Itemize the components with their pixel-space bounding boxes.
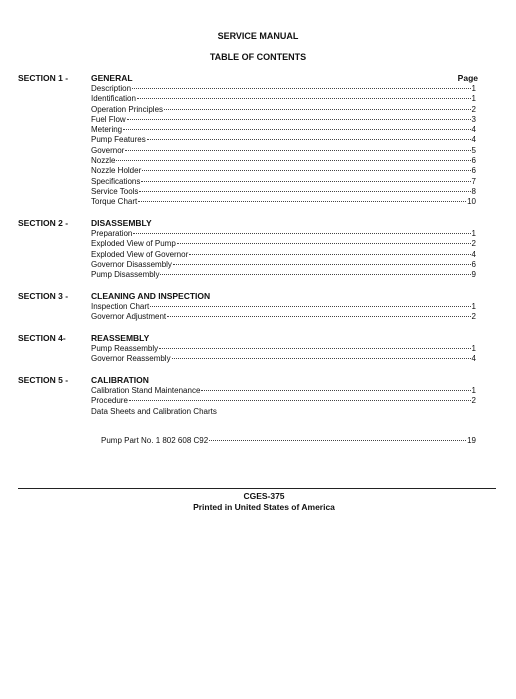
toc-entry-list bbox=[91, 229, 476, 280]
toc-entry-title: Torque Chart bbox=[91, 197, 138, 207]
toc-entry bbox=[91, 260, 476, 270]
toc-entry-page: 5 bbox=[471, 145, 476, 155]
toc-entry-page: 1 bbox=[471, 344, 476, 353]
dot-leader bbox=[142, 170, 470, 171]
toc-entry-title: Operation Principles bbox=[91, 104, 164, 114]
part-number-line bbox=[101, 436, 476, 445]
dot-leader bbox=[173, 264, 471, 265]
dot-leader bbox=[177, 243, 471, 244]
dot-leader bbox=[133, 233, 470, 234]
toc-entry-page: 1 bbox=[471, 229, 476, 238]
toc-entry-title: Procedure bbox=[91, 396, 128, 406]
section-heading: CLEANING AND INSPECTION bbox=[91, 291, 211, 301]
toc-entry-title: Identification bbox=[91, 94, 136, 104]
toc-entry-title: Governor bbox=[91, 145, 125, 155]
toc-entry bbox=[91, 177, 476, 187]
toc-entry-title: Governor Adjustment bbox=[91, 312, 167, 322]
toc-entry-title: Inspection Chart bbox=[91, 302, 150, 311]
dot-leader bbox=[138, 201, 466, 202]
part-number-page: 19 bbox=[467, 436, 476, 445]
section-label: SECTION 2 - bbox=[18, 218, 69, 228]
dot-leader bbox=[209, 440, 466, 441]
toc-entry bbox=[91, 386, 476, 396]
footer-divider bbox=[18, 488, 496, 489]
toc-entry-page: 1 bbox=[471, 94, 476, 104]
dot-leader bbox=[167, 316, 470, 317]
part-number-text: Pump Part No. 1 802 608 C92 bbox=[101, 436, 209, 445]
section-label: SECTION 5 - bbox=[18, 375, 69, 385]
dot-leader bbox=[160, 274, 470, 275]
toc-entry-title: Fuel Flow bbox=[91, 114, 126, 124]
toc-entry bbox=[91, 94, 476, 104]
toc-entry-page: 4 bbox=[471, 354, 476, 364]
toc-entry-title: Calibration Stand Maintenance bbox=[91, 386, 201, 395]
toc-entry-title: Pump Disassembly bbox=[91, 270, 160, 280]
toc-entry-list bbox=[91, 344, 476, 365]
toc-entry bbox=[91, 156, 476, 166]
dot-leader bbox=[137, 98, 471, 99]
page-column-heading: Page bbox=[457, 73, 478, 83]
toc-entry bbox=[91, 229, 476, 239]
toc-entry-title: Governor Reassembly bbox=[91, 354, 171, 364]
toc-entry-title: Specifications bbox=[91, 176, 141, 186]
toc-entry-page: 3 bbox=[471, 114, 476, 124]
toc-entry-page: 6 bbox=[471, 259, 476, 269]
dot-leader bbox=[141, 181, 470, 182]
toc-entry-title: Pump Reassembly bbox=[91, 344, 159, 353]
toc-entry-title: Governor Disassembly bbox=[91, 259, 172, 269]
dot-leader bbox=[189, 254, 470, 255]
toc-entry bbox=[91, 84, 476, 94]
toc-entry-title: Service Tools bbox=[91, 186, 139, 196]
document-title: SERVICE MANUAL bbox=[217, 31, 299, 41]
toc-entry bbox=[91, 250, 476, 260]
toc-entry-list bbox=[91, 302, 476, 323]
toc-entry-page: 1 bbox=[471, 84, 476, 93]
toc-entry-page: 4 bbox=[471, 249, 476, 259]
toc-entry-page: 9 bbox=[471, 270, 476, 280]
toc-entry bbox=[91, 146, 476, 156]
section-label: SECTION 3 - bbox=[18, 291, 69, 301]
section-heading: GENERAL bbox=[91, 73, 133, 83]
toc-entry-title: Nozzle Holder bbox=[91, 166, 142, 176]
dot-leader bbox=[129, 400, 471, 401]
toc-entry-title: Exploded View of Governor bbox=[91, 249, 189, 259]
toc-entry-title: Metering bbox=[91, 125, 123, 135]
dot-leader bbox=[201, 390, 470, 391]
toc-entry-page: 2 bbox=[471, 104, 476, 114]
toc-entry bbox=[91, 135, 476, 145]
toc-entry-page: 6 bbox=[471, 166, 476, 176]
document-code: CGES-375 bbox=[243, 491, 285, 501]
toc-entry-page: 6 bbox=[471, 156, 476, 166]
toc-title: TABLE OF CONTENTS bbox=[209, 52, 307, 62]
section-label: SECTION 1 - bbox=[18, 73, 69, 83]
toc-entry bbox=[91, 302, 476, 312]
dot-leader bbox=[127, 119, 471, 120]
toc-entry bbox=[91, 187, 476, 197]
toc-entry-page: 4 bbox=[471, 135, 476, 145]
toc-entry-page: 2 bbox=[471, 239, 476, 249]
toc-entry bbox=[91, 407, 476, 417]
toc-entry-page: 2 bbox=[471, 396, 476, 406]
toc-entry bbox=[91, 197, 476, 207]
dot-leader bbox=[139, 191, 470, 192]
toc-entry bbox=[91, 166, 476, 176]
dot-leader bbox=[147, 139, 471, 140]
toc-entry-page: 4 bbox=[471, 125, 476, 135]
toc-entry-title: Data Sheets and Calibration Charts bbox=[91, 406, 217, 416]
toc-entry-page: 1 bbox=[471, 302, 476, 311]
toc-entry bbox=[91, 354, 476, 364]
dot-leader bbox=[123, 129, 470, 130]
toc-entry bbox=[91, 115, 476, 125]
section-heading: REASSEMBLY bbox=[91, 333, 150, 343]
dot-leader bbox=[164, 109, 471, 110]
toc-entry-title: Nozzle bbox=[91, 156, 116, 166]
toc-entry-page: 2 bbox=[471, 312, 476, 322]
toc-entry bbox=[91, 125, 476, 135]
toc-entry-title: Pump Features bbox=[91, 135, 146, 145]
toc-entry-page: 1 bbox=[471, 386, 476, 395]
dot-leader bbox=[116, 160, 470, 161]
toc-entry-page: 8 bbox=[471, 186, 476, 196]
toc-entry-list bbox=[91, 84, 476, 208]
toc-entry-title: Preparation bbox=[91, 229, 133, 238]
toc-entry bbox=[91, 396, 476, 406]
toc-entry-list bbox=[91, 386, 476, 417]
toc-entry bbox=[91, 270, 476, 280]
dot-leader bbox=[172, 358, 471, 359]
dot-leader bbox=[159, 348, 470, 349]
toc-entry bbox=[91, 312, 476, 322]
section-label: SECTION 4- bbox=[18, 333, 66, 343]
toc-entry bbox=[91, 239, 476, 249]
toc-entry-title: Description bbox=[91, 84, 132, 93]
toc-entry bbox=[91, 344, 476, 354]
dot-leader bbox=[125, 150, 470, 151]
dot-leader bbox=[132, 88, 471, 89]
section-heading: CALIBRATION bbox=[91, 375, 149, 385]
dot-leader bbox=[150, 306, 470, 307]
toc-entry bbox=[91, 105, 476, 115]
toc-entry-page: 7 bbox=[471, 176, 476, 186]
toc-entry-title: Exploded View of Pump bbox=[91, 239, 176, 249]
section-heading: DISASSEMBLY bbox=[91, 218, 152, 228]
toc-entry-page: 10 bbox=[467, 197, 476, 207]
printed-notice: Printed in United States of America bbox=[193, 502, 335, 512]
